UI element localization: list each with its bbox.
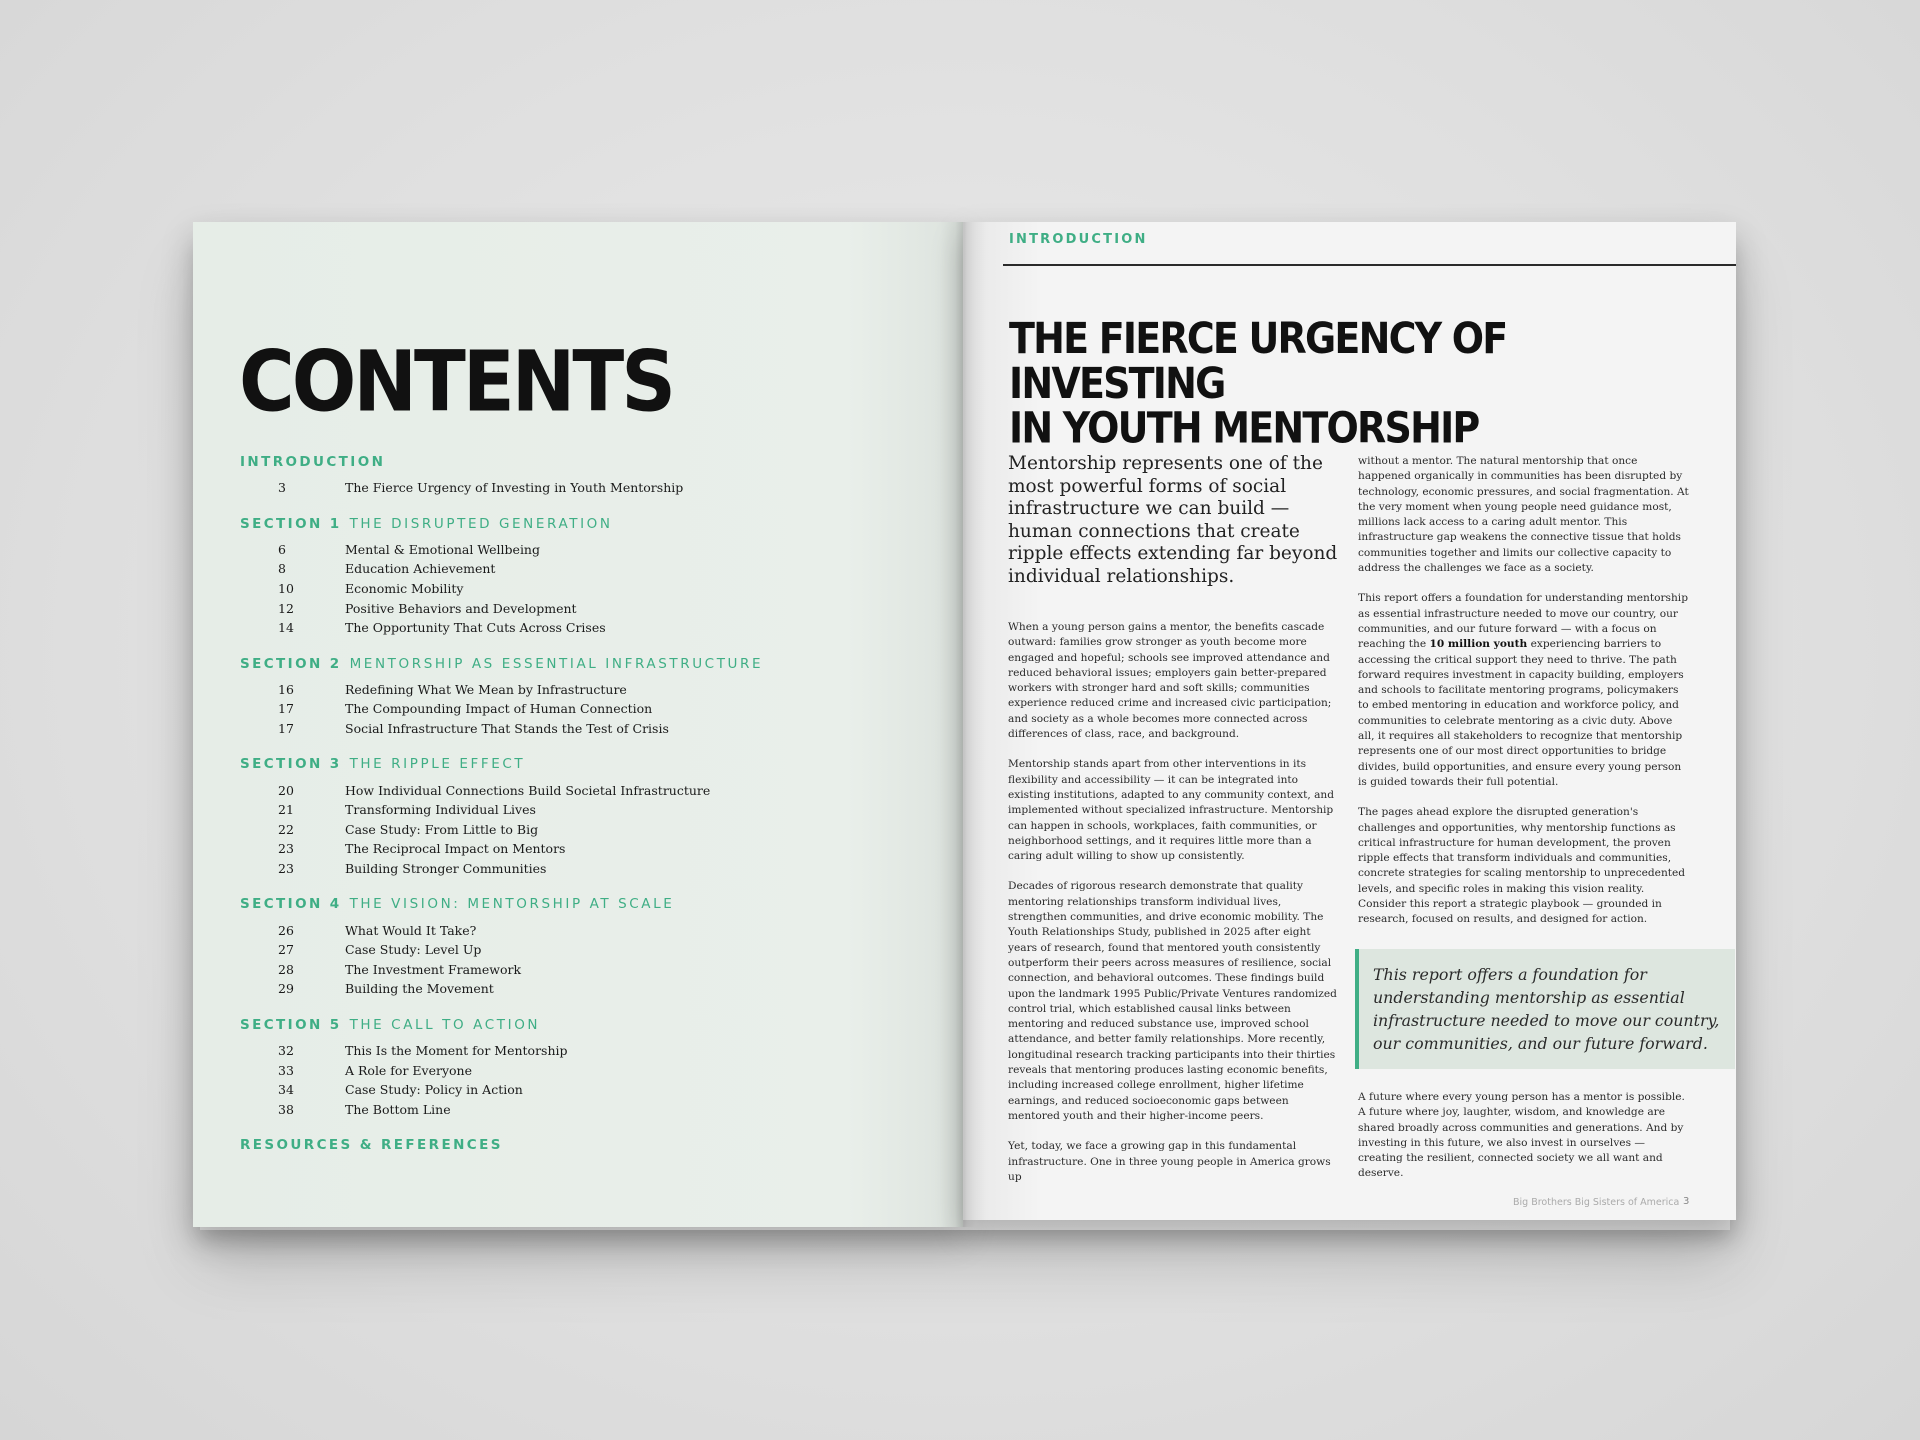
headline-line-2: IN YOUTH MENTORSHIP [1009,403,1479,453]
toc-page-number: 6 [278,541,286,557]
toc-page-number: 34 [278,1082,294,1098]
toc-entry-title: The Compounding Impact of Human Connection [345,701,653,717]
emphasis-text: 10 million youth [1429,638,1528,651]
toc-section-number: SECTION 1 [240,515,342,532]
header-rule [1003,264,1736,266]
lead-paragraph: Mentorship represents one of the most powerful forms of social infrastructure we can build — human connections that create ripple effects extending far beyond individual relationships. [1008,453,1338,587]
body-paragraph: Decades of rigorous research demonstrate that quality mentoring relationships transform individual lives, strengthen communities, and drive economic mobility. The Youth Relationships Study, published in 2025 after eight years of research, found that mentored youth consistently outperform their peers across measures of resilience, social connection, and behavioral outcomes. These findings build upon the landmark 1995 Public/Private Ventures randomized control trial, which established causal links between mentoring and reduced substance use, improved school attendance, and better family relationships. More recently, longitudinal research tracking participants into their thirties reveals that mentoring produces lasting economic benefits, including increased college enrollment, higher lifetime earnings, and reduced socioeconomic gaps between mentored youth and their higher-income peers. [1008,880,1337,1122]
toc-entry[interactable] [240,598,940,618]
section-label: INTRODUCTION [1009,232,1148,247]
toc-section-name: THE RIPPLE EFFECT [349,756,526,773]
toc-page-number: 23 [278,861,294,877]
toc-page-number: 10 [278,581,294,597]
toc-page-number: 26 [278,922,294,938]
toc-entry-title: Building Stronger Communities [345,861,547,877]
toc-page-number: 16 [278,681,294,697]
toc-section-name: THE DISRUPTED GENERATION [349,515,613,532]
toc-entry[interactable] [240,800,940,820]
toc-entry[interactable] [240,540,940,560]
toc-entry-title: Economic Mobility [345,581,464,597]
toc-page-number: 23 [278,841,294,857]
toc-entry-title: Mental & Emotional Wellbeing [345,541,540,557]
toc-entry[interactable] [240,1099,940,1119]
toc-page-number: 14 [278,620,294,636]
toc-entry-title: A Role for Everyone [345,1062,473,1078]
toc-entry-title: The Opportunity That Cuts Across Crises [345,620,606,636]
toc-entry-title: This Is the Moment for Mentorship [345,1042,568,1058]
toc-entry[interactable] [240,820,940,840]
toc-entry-title: What Would It Take? [345,922,477,938]
toc-section-name: MENTORSHIP AS ESSENTIAL INFRASTRUCTURE [349,655,764,672]
footer-organization: Big Brothers Big Sisters of America [1513,1197,1680,1208]
body-paragraph: Mentorship stands apart from other interventions in its flexibility and accessibility — it can be integrated into existing institutions, adapted to any community context, and implemented without specialized infrastructure. Mentorship can happen in schools, workplaces, faith communities, or neighborhood settings, and it requires little more than a caring adult willing to show up consistently. [1008,758,1335,863]
toc-section [240,1017,940,1119]
toc-section-heading[interactable] [240,1017,940,1033]
toc-page-number: 3 [278,480,286,496]
toc-section-heading[interactable] [240,1137,940,1153]
toc-section [240,656,940,739]
toc-entry[interactable] [240,478,940,498]
toc-section-heading[interactable] [240,896,940,912]
pull-quote-text: This report offers a foundation for understanding mentorship as essential infrastructure needed to move our country, our communities, and our future forward. [1373,965,1720,1053]
page-number: 3 [1683,1196,1690,1207]
toc-section-heading[interactable] [240,516,940,532]
toc-page-number: 22 [278,821,294,837]
toc-entry-title: The Bottom Line [345,1101,451,1117]
introduction-page [963,222,1736,1220]
contents-page [193,222,963,1227]
toc-page-number: 38 [278,1101,294,1117]
toc-page-number: 17 [278,701,294,717]
toc-entry-title: The Investment Framework [345,961,522,977]
body-paragraph: Yet, today, we face a growing gap in this fundamental infrastructure. One in three young people in America grows up [1008,1140,1331,1183]
toc-entry[interactable] [240,1080,940,1100]
toc-entry[interactable] [240,719,940,739]
toc-entry-title: Education Achievement [345,561,496,577]
toc-page-number: 29 [278,981,294,997]
toc-entry-title: The Reciprocal Impact on Mentors [345,841,566,857]
toc-entry-title: Social Infrastructure That Stands the Test of Crisis [345,721,669,737]
toc-entry-title: Case Study: From Little to Big [345,821,539,837]
toc-page-number: 27 [278,942,294,958]
toc-section-number: SECTION 2 [240,655,342,672]
toc-section-heading[interactable] [240,756,940,772]
toc-section-name: INTRODUCTION [240,454,386,470]
toc-entry[interactable] [240,1041,940,1061]
pull-quote-box [1355,949,1735,1069]
toc-section-name: THE CALL TO ACTION [349,1016,541,1033]
toc-page-number: 28 [278,961,294,977]
toc-entry[interactable] [240,680,940,700]
toc-page-number: 21 [278,802,294,818]
toc-section [240,756,940,878]
toc-entry-title: The Fierce Urgency of Investing in Youth Mentorship [345,480,684,496]
toc-entry[interactable] [240,1060,940,1080]
toc-section-number: SECTION 5 [240,1016,342,1033]
body-column-left [1008,620,1340,1200]
toc-entry[interactable] [240,979,940,999]
toc-page-number: 12 [278,600,294,616]
toc-entry[interactable] [240,699,940,719]
toc-entry[interactable] [240,920,940,940]
toc-entry-title: Redefining What We Mean by Infrastructure [345,681,627,697]
text-run: experiencing barriers to accessing the critical support they need to thrive. The path forward requires investment in capacity building, employers and schools to facilitate mentoring programs, policymakers to embed mentoring in education and workforce policy, and communities to celebrate mentoring as a civic duty. Above all, it requires all stakeholders to recognize that mentorship represents one of our most direct opportunities to bridge divides, build opportunities, and ensure every young person is guided towards their full potential. [1358,638,1684,788]
page-headline [1009,313,1629,453]
table-of-contents [240,454,940,1171]
toc-section [240,516,940,638]
toc-entry-title: Positive Behaviors and Development [345,600,577,616]
toc-entry[interactable] [240,559,940,579]
body-column-right [1358,454,1690,943]
text-run: This report offers a foundation for understanding mentorship as essential infrastructure needed to move our country, our communities, and our future forward — with a focus on reaching the [1358,592,1688,651]
pull-quote-bar [1355,949,1359,1069]
page-title: CONTENTS [239,332,673,431]
body-paragraph: When a young person gains a mentor, the benefits cascade outward: families grow stronger as youth become more engaged and hopeful; schools see improved attendance and reduced behavioral issues; employers gain better-prepared workers with stronger hard and soft skills; communities experience reduced crime and increased civic participation; and society as a whole becomes more connected across differences of class, race, and background. [1008,621,1332,741]
toc-page-number: 20 [278,782,294,798]
toc-section-name: RESOURCES & REFERENCES [240,1137,503,1154]
body-paragraph: without a mentor. The natural mentorship that once happened organically in communities has been disrupted by technology, economic pressures, and social fragmentation. At the very moment when young people need guidance most, millions lack access to a caring adult mentor. This infrastructure gap weakens the connective tissue that holds communities together and limits our collective capacity to address the challenges we face as a society. [1358,455,1689,575]
toc-page-number: 8 [278,561,286,577]
toc-section [240,1137,940,1153]
toc-page-number: 32 [278,1042,294,1058]
toc-entry[interactable] [240,780,940,800]
body-paragraph: A future where every young person has a mentor is possible. A future where joy, laughter, wisdom, and knowledge are shared broadly across communities and generations. And by investing in this future, we also invest in ourselves — creating the resilient, connected society we all want and deserve. [1358,1091,1685,1180]
toc-entry-title: Building the Movement [345,981,494,997]
toc-page-number: 33 [278,1062,294,1078]
toc-entry[interactable] [240,579,940,599]
toc-entry[interactable] [240,839,940,859]
toc-section-number: SECTION 4 [240,896,342,913]
toc-entry-title: Transforming Individual Lives [345,802,536,818]
toc-section [240,896,940,998]
toc-page-number: 17 [278,721,294,737]
toc-entry-title: Case Study: Policy in Action [345,1082,523,1098]
body-paragraph: The pages ahead explore the disrupted generation's challenges and opportunities, why mentorship functions as critical infrastructure for human development, the proven ripple effects that transform individuals and communities, concrete strategies for scaling mentorship to unprecedented levels, and specific roles in making this vision reality. Consider this report a strategic playbook — grounded in research, focused on results, and designed for action. [1358,806,1686,926]
body-paragraph [1358,591,1690,790]
toc-section [240,454,940,498]
toc-entry-title: How Individual Connections Build Societal Infrastructure [345,782,711,798]
headline-line-1: THE FIERCE URGENCY OF INVESTING [1009,313,1507,408]
toc-section-number: SECTION 3 [240,756,342,773]
toc-entry[interactable] [240,859,940,879]
toc-section-heading[interactable] [240,454,940,470]
toc-entry[interactable] [240,940,940,960]
toc-entry[interactable] [240,960,940,980]
toc-section-name: THE VISION: MENTORSHIP AT SCALE [349,896,675,913]
toc-section-heading[interactable] [240,656,940,672]
toc-entry[interactable] [240,618,940,638]
closing-paragraph [1358,1090,1690,1197]
toc-entry-title: Case Study: Level Up [345,942,482,958]
